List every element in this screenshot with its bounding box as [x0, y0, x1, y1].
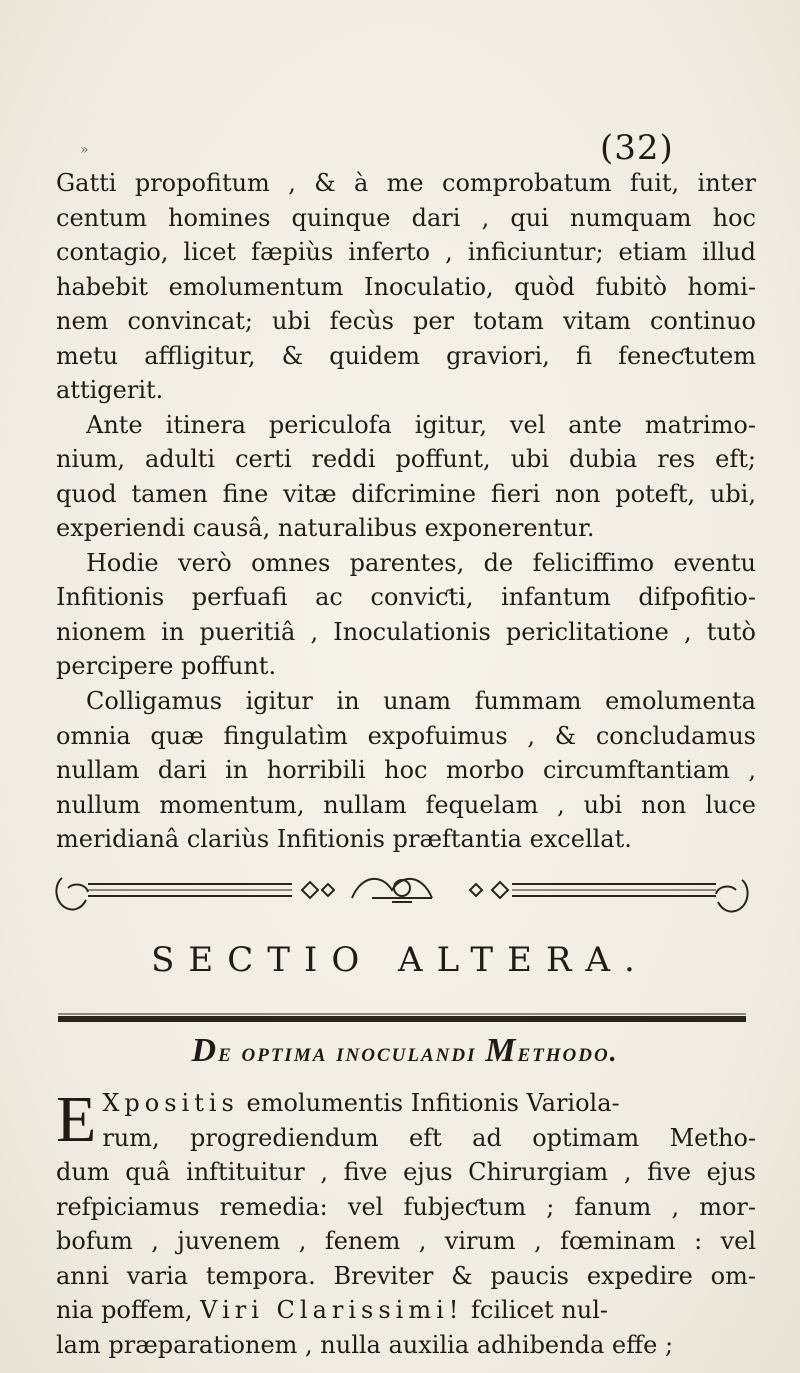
drop-cap: E — [56, 1083, 97, 1156]
subtitle-text: ethodo. — [517, 1037, 619, 1067]
text-line: nullum momentum, nullam fequelam , ubi non luce — [56, 790, 756, 819]
text-line: Gatti propofitum , & à me comprobatum fuit, inter — [56, 169, 756, 197]
text-line: quod tamen fine vitæ difcrimine fieri non poteft, ubi, — [56, 479, 756, 508]
signature-mark: » — [80, 142, 89, 158]
subtitle-text: e optima inoculandi — [218, 1037, 477, 1067]
text-line: centum homines quinque dari , qui numquam hoc — [56, 203, 756, 232]
text-line: experiendi causâ, naturalibus exponerentur. — [56, 514, 595, 542]
section-rule — [58, 1013, 746, 1025]
text-line: habebit emolumentum Inoculatio, quòd fubitò homi- — [56, 272, 756, 301]
body-text-section — [56, 1083, 756, 1362]
text-line: Colligamus igitur in unam fummam emolumenta — [86, 687, 756, 715]
text-line: anni varia tempora. Breviter & paucis expedire om- — [56, 1261, 756, 1290]
text-line: bofum , juvenem , fenem , virum , fœminam : vel — [56, 1227, 756, 1255]
text-fragment: nia poffem, — [56, 1296, 193, 1324]
text-line: lam præparationem , nulla auxilia adhibenda effe ; — [56, 1330, 674, 1359]
text-line: nium, adulti certi reddi poffunt, ubi dubia res eft; — [56, 445, 756, 473]
section-title: SECTIO ALTERA. — [151, 940, 649, 980]
text-line — [56, 1086, 756, 1121]
chapter-subtitle — [60, 1032, 750, 1070]
spaced-word: Xpositis — [102, 1089, 239, 1117]
text-line: contagio, licet fæpiùs inferto , inficiuntur; etiam illud — [56, 238, 756, 266]
text-fragment: fcilicet nul- — [463, 1296, 609, 1324]
text-line: refpiciamus remedia: vel fubjeƈtum ; fanum , mor- — [56, 1192, 756, 1221]
text-fragment: emolumentis Infitionis Variola- — [238, 1089, 620, 1117]
text-line: percipere poffunt. — [56, 652, 277, 680]
subtitle-initial: D — [191, 1032, 219, 1069]
body-text-conclusion — [56, 684, 756, 857]
subtitle-initial: M — [485, 1032, 518, 1069]
text-line: meridianâ clariùs Infitionis præftantia excellat. — [56, 825, 632, 853]
text-line: rum, progrediendum eft ad optimam Metho- — [102, 1123, 756, 1152]
page-number: (32) — [600, 128, 674, 168]
body-text-top — [56, 166, 756, 684]
text-line: nullam dari in horribili hoc morbo circumftantiam , — [56, 756, 756, 784]
spaced-word: Viri Clarissimi! — [200, 1296, 464, 1324]
text-line: dum quâ inftituitur , five ejus Chirurgiam , five ejus — [56, 1158, 756, 1186]
text-line: Infitionis perfuafi ac conviƈti, infantum difpofitio- — [56, 583, 756, 611]
text-line: omnia quæ fingulatìm expofuimus , & concludamus — [56, 721, 756, 750]
text-line: nionem in pueritiâ , Inoculationis periclitatione , tutò — [56, 617, 756, 646]
text-line: metu affligitur, & quidem graviori, fi feneƈtutem — [56, 341, 756, 370]
decorative-headpiece — [52, 868, 752, 920]
text-line: attigerit. — [56, 376, 164, 404]
text-line: Hodie verò omnes parentes, de feliciffimo eventu — [86, 548, 756, 577]
text-line: Ante itinera periculofa igitur, vel ante matrimo- — [86, 410, 756, 439]
text-line — [56, 1293, 756, 1328]
text-line: nem convincat; ubi fecùs per totam vitam continuo — [56, 307, 756, 335]
